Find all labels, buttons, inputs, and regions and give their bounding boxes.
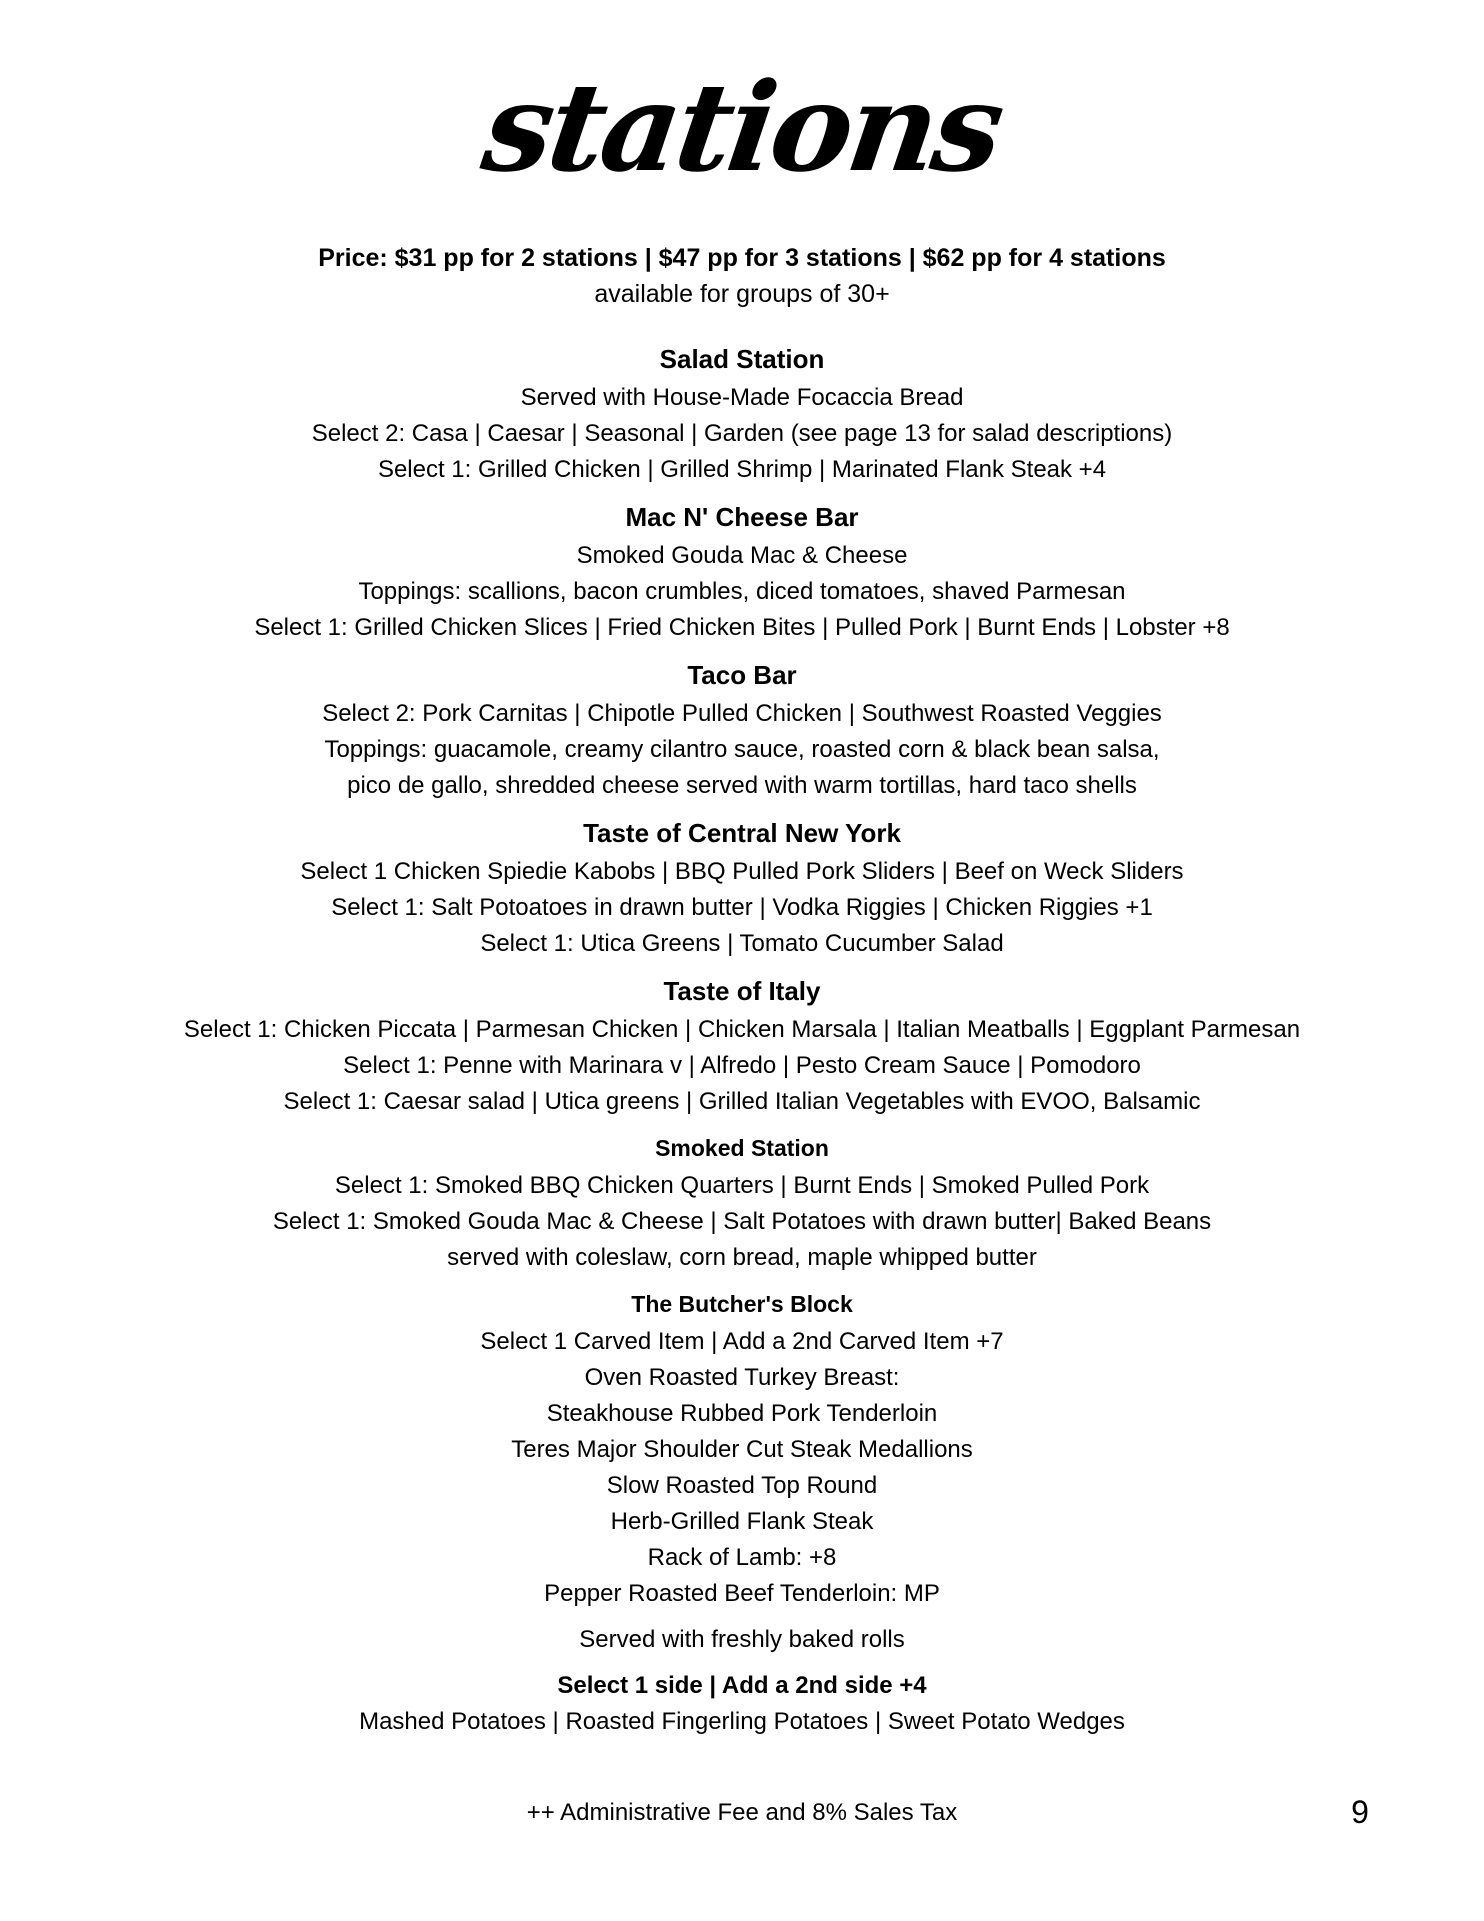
station-line: Select 2: Casa | Caesar | Seasonal | Garden (see page 13 for salad descriptions) <box>311 420 1173 447</box>
station-line: Select 1 Chicken Spiedie Kabobs | BBQ Pulled Pork Sliders | Beef on Weck Sliders <box>300 858 1184 885</box>
footer-note: ++ Administrative Fee and 8% Sales Tax <box>526 1799 958 1826</box>
station-mac-n-cheese <box>0 498 1484 646</box>
station-line: pico de gallo, shredded cheese served with warm tortillas, hard taco shells <box>347 772 1137 799</box>
station-line: Slow Roasted Top Round <box>606 1472 878 1499</box>
station-line: Toppings: guacamole, creamy cilantro sauce, roasted corn & black bean salsa, <box>324 736 1160 763</box>
station-heading: Taco Bar <box>687 660 797 690</box>
station-line: Select 1: Chicken Piccata | Parmesan Chicken | Chicken Marsala | Italian Meatballs | Eggplant Parmesan <box>183 1016 1301 1043</box>
page-number: 9 <box>1351 1794 1369 1830</box>
station-heading: Taste of Italy <box>663 976 821 1006</box>
served-with-rolls: Served with freshly baked rolls <box>579 1626 905 1653</box>
station-heading: The Butcher's Block <box>631 1291 853 1317</box>
station-line: Rack of Lamb: +8 <box>647 1544 837 1571</box>
availability-note: available for groups of 30+ <box>594 280 890 308</box>
station-line: Select 1: Smoked BBQ Chicken Quarters | Burnt Ends | Smoked Pulled Pork <box>334 1172 1150 1199</box>
price-line: Price: $31 pp for 2 stations | $47 pp for 3 stations | $62 pp for 4 stations <box>318 244 1166 272</box>
station-line: Herb-Grilled Flank Steak <box>610 1508 874 1535</box>
station-heading: Mac N' Cheese Bar <box>625 502 859 532</box>
station-line: Served with House-Made Focaccia Bread <box>520 384 964 411</box>
station-line: served with coleslaw, corn bread, maple whipped butter <box>447 1244 1037 1271</box>
station-taco-bar <box>0 656 1484 804</box>
station-line: Select 1: Penne with Marinara v | Alfredo | Pesto Cream Sauce | Pomodoro <box>343 1052 1141 1079</box>
station-line: Teres Major Shoulder Cut Steak Medallions <box>511 1436 973 1463</box>
page-title: stations <box>475 55 1009 199</box>
station-line: Smoked Gouda Mac & Cheese <box>576 542 908 569</box>
station-line: Select 2: Pork Carnitas | Chipotle Pulled Chicken | Southwest Roasted Veggies <box>322 700 1162 727</box>
station-line: Select 1: Salt Potoatoes in drawn butter | Vodka Riggies | Chicken Riggies +1 <box>331 894 1153 921</box>
station-heading: Taste of Central New York <box>583 818 901 848</box>
station-heading: Smoked Station <box>655 1135 829 1161</box>
station-salad <box>0 340 1484 488</box>
station-central-new-york <box>0 814 1484 962</box>
menu-content <box>0 240 1484 1740</box>
station-line: Select 1: Utica Greens | Tomato Cucumber Salad <box>480 930 1004 957</box>
station-line: Select 1 Carved Item | Add a 2nd Carved Item +7 <box>480 1328 1004 1355</box>
station-line: Oven Roasted Turkey Breast: <box>584 1364 900 1391</box>
station-italy <box>0 972 1484 1120</box>
sides-heading: Select 1 side | Add a 2nd side +4 <box>557 1672 927 1699</box>
station-line: Select 1: Grilled Chicken | Grilled Shrimp | Marinated Flank Steak +4 <box>377 456 1107 483</box>
station-smoked <box>0 1130 1484 1276</box>
station-line: Toppings: scallions, bacon crumbles, diced tomatoes, shaved Parmesan <box>358 578 1126 605</box>
station-butchers-block <box>0 1286 1484 1612</box>
station-line: Pepper Roasted Beef Tenderloin: MP <box>544 1580 940 1607</box>
station-line: Select 1: Smoked Gouda Mac & Cheese | Salt Potatoes with drawn butter| Baked Beans <box>272 1208 1212 1235</box>
station-heading: Salad Station <box>659 344 825 374</box>
station-line: Steakhouse Rubbed Pork Tenderloin <box>546 1400 938 1427</box>
station-line: Select 1: Grilled Chicken Slices | Fried Chicken Bites | Pulled Pork | Burnt Ends | Lobster +8 <box>254 614 1230 641</box>
station-line: Select 1: Caesar salad | Utica greens | Grilled Italian Vegetables with EVOO, Balsamic <box>283 1088 1201 1115</box>
sides-options: Mashed Potatoes | Roasted Fingerling Potatoes | Sweet Potato Wedges <box>359 1708 1125 1735</box>
